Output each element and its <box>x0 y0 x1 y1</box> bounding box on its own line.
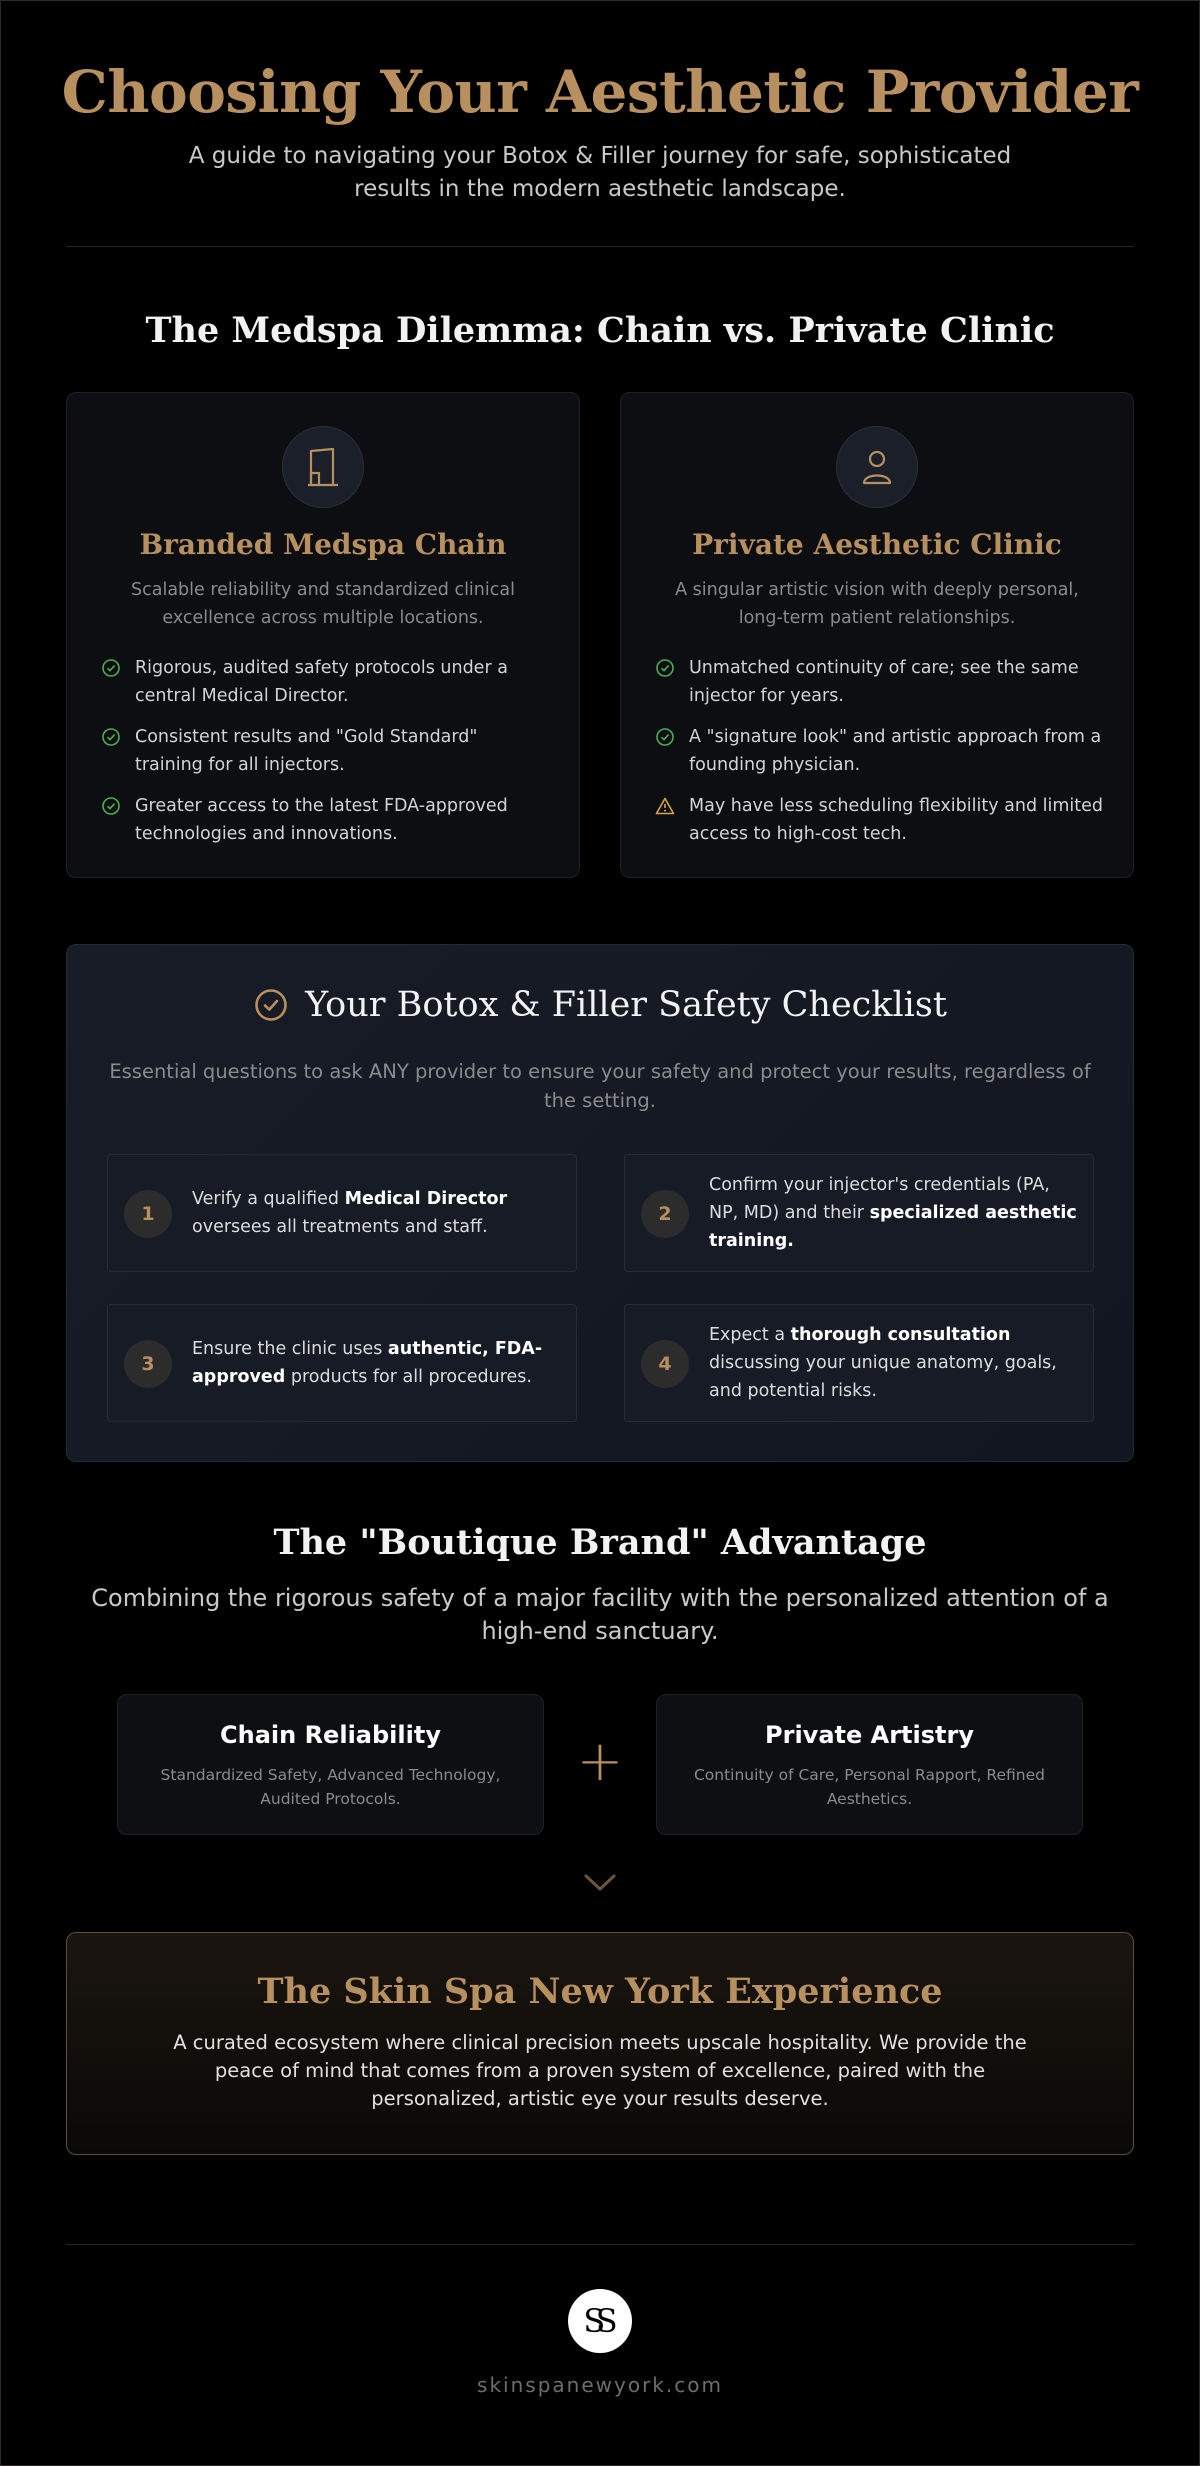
list-item <box>101 792 549 848</box>
chain-reliability-card <box>117 1694 544 1835</box>
list-item <box>101 654 549 710</box>
checklist-title: Your Botox & Filler Safety Checklist <box>305 985 947 1025</box>
step-text: Verify a qualified Medical Director oversees all treatments and staff. <box>192 1189 508 1237</box>
step-text: Expect a thorough consultation discussing your unique anatomy, goals, and potential risks. <box>709 1325 1057 1401</box>
point-text: May have less scheduling flexibility and limited access to high-cost tech. <box>689 796 1103 844</box>
logo-text: SS <box>583 2302 609 2340</box>
step-number: 2 <box>641 1190 689 1238</box>
chain-card <box>66 392 580 878</box>
list-item <box>655 654 1103 710</box>
step-text: Confirm your injector's credentials (PA, NP, MD) and their specialized aesthetic training. <box>709 1175 1077 1251</box>
mini-card-title: Private Artistry <box>765 1721 974 1749</box>
checklist-item <box>624 1304 1094 1422</box>
checklist-item <box>624 1154 1094 1272</box>
chain-card-subtitle: Scalable reliability and standardized clinical excellence across multiple locations. <box>131 580 515 628</box>
checklist-item <box>107 1154 577 1272</box>
private-card-subtitle: A singular artistic vision with deeply personal, long-term patient relationships. <box>675 580 1079 628</box>
experience-title: The Skin Spa New York Experience <box>257 1971 943 2012</box>
check-circle-icon <box>253 987 289 1023</box>
point-text: Greater access to the latest FDA-approved technologies and innovations. <box>135 796 508 844</box>
plus-icon: + <box>576 1729 624 1794</box>
private-points <box>655 654 1103 861</box>
list-item <box>655 723 1103 779</box>
private-artistry-card <box>656 1694 1083 1835</box>
site-url[interactable]: skinspanewyork.com <box>477 2373 723 2397</box>
experience-body: A curated ecosystem where clinical precision meets upscale hospitality. We provide the peace of mind that comes from a proven system of excellence, paired with the personalized, artistic eye your results deserve. <box>173 2031 1027 2110</box>
list-item <box>655 792 1103 848</box>
safety-checklist <box>66 944 1134 1462</box>
step-number: 1 <box>124 1190 172 1238</box>
step-number: 4 <box>641 1340 689 1388</box>
warning-icon <box>655 796 675 816</box>
point-text: Consistent results and "Gold Standard" training for all injectors. <box>135 727 478 775</box>
private-card-title: Private Aesthetic Clinic <box>692 528 1062 561</box>
check-circle-icon <box>655 658 675 678</box>
chevron-down-icon <box>583 1872 617 1894</box>
page-title: Choosing Your Aesthetic Provider <box>61 58 1139 126</box>
check-circle-icon <box>101 727 121 747</box>
check-circle-icon <box>101 658 121 678</box>
building-icon <box>282 426 364 508</box>
point-text: Unmatched continuity of care; see the same injector for years. <box>689 658 1079 706</box>
step-text: Ensure the clinic uses authentic, FDA-approved products for all procedures. <box>192 1339 543 1387</box>
chain-card-title: Branded Medspa Chain <box>139 528 507 561</box>
experience-callout <box>66 1932 1134 2155</box>
point-text: Rigorous, audited safety protocols under a central Medical Director. <box>135 658 508 706</box>
list-item <box>101 723 549 779</box>
divider <box>66 2244 1134 2245</box>
boutique-subtitle: Combining the rigorous safety of a major facility with the personalized attention of a high-end sanctuary. <box>91 1584 1109 1645</box>
point-text: A "signature look" and artistic approach from a founding physician. <box>689 727 1102 775</box>
divider <box>66 246 1134 247</box>
boutique-title: The "Boutique Brand" Advantage <box>273 1522 927 1563</box>
chain-points <box>101 654 549 861</box>
user-icon <box>836 426 918 508</box>
mini-card-subtitle: Continuity of Care, Personal Rapport, Refined Aesthetics. <box>693 1766 1046 1808</box>
step-number: 3 <box>124 1340 172 1388</box>
page-subtitle: A guide to navigating your Botox & Filler journey for safe, sophisticated results in the modern aesthetic landscape. <box>188 143 1012 202</box>
mini-card-title: Chain Reliability <box>220 1721 441 1749</box>
dilemma-title: The Medspa Dilemma: Chain vs. Private Clinic <box>145 310 1055 351</box>
private-card <box>620 392 1134 878</box>
checklist-item <box>107 1304 577 1422</box>
checklist-subtitle: Essential questions to ask ANY provider to ensure your safety and protect your results, regardless of the setting. <box>109 1060 1091 1112</box>
mini-card-subtitle: Standardized Safety, Advanced Technology, Audited Protocols. <box>160 1766 501 1808</box>
check-circle-icon <box>655 727 675 747</box>
brand-logo <box>568 2289 632 2353</box>
check-circle-icon <box>101 796 121 816</box>
